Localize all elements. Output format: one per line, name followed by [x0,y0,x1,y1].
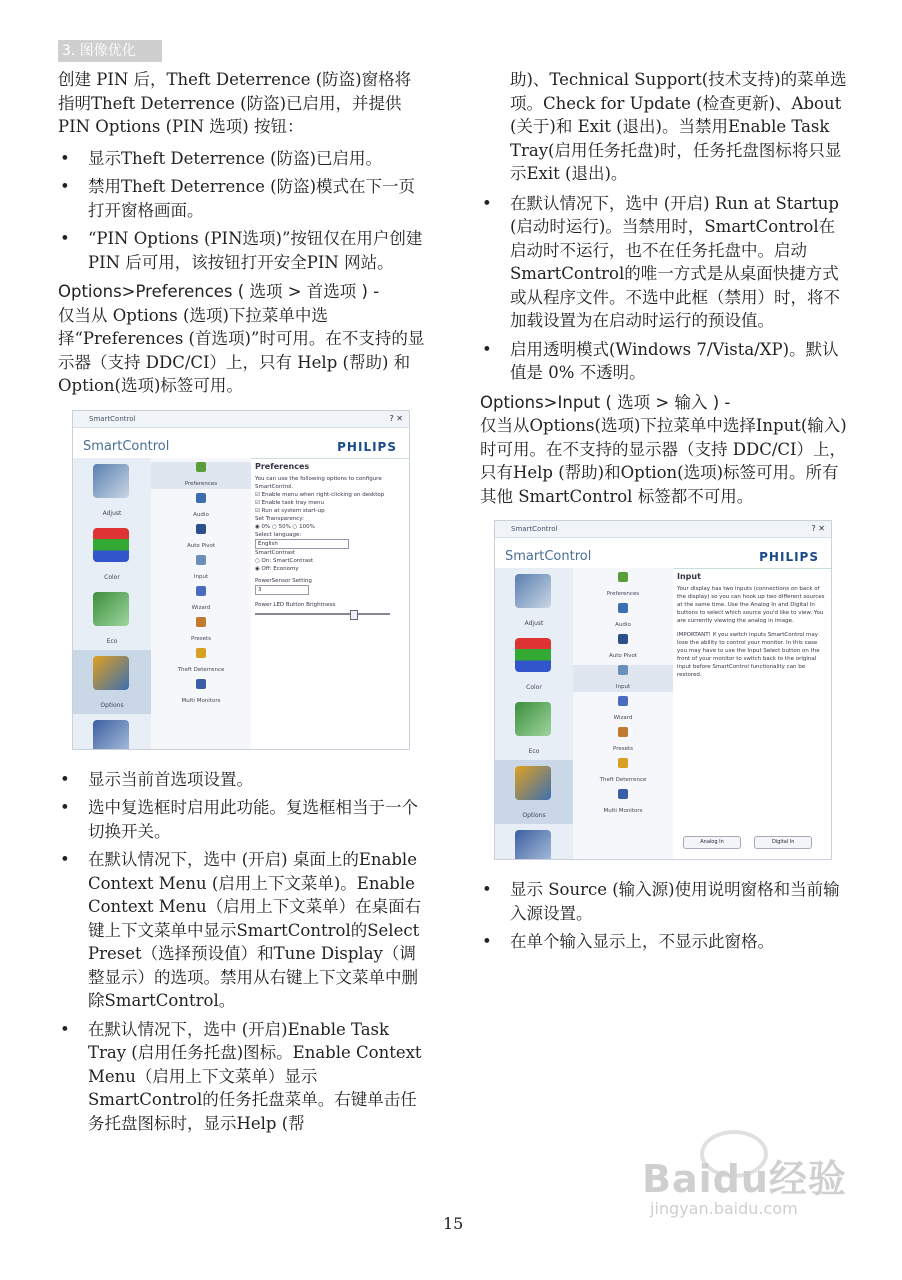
submenu-label: Presets [612,746,633,752]
preferences-pane [255,463,403,749]
submenu-label: Preferences [606,591,640,597]
sidebar-item-label: Adjust [102,509,122,517]
sidebar-item-options[interactable] [495,760,573,824]
submenu-item-auto-pivot[interactable] [573,634,673,661]
submenu-label: Multi Monitors [181,697,221,704]
lock-icon [618,758,628,768]
pivot-icon [196,524,206,534]
philips-logo: PHILIPS [759,550,819,564]
adjust-icon [93,464,129,498]
pane-title: Preferences [255,461,310,471]
sidebar-item-help[interactable] [495,824,573,860]
window-title: SmartControl [511,525,558,533]
options-submenu [573,568,673,859]
wizard-icon [196,586,206,596]
submenu-item-audio[interactable] [151,493,251,520]
list-item: • 在默认情况下，选中 (开启)Enable Task Tray (启用任务托盘)图标。Enable Context Menu（启用上下文菜单）显示SmartControl的任务托盘菜单。右键单击任务托盘图标时，显示Help (帮 [58,1018,426,1136]
submenu-item-theft-deterrence[interactable] [151,648,251,675]
window-controls[interactable]: ? ✕ [811,524,825,533]
sidebar-item-options[interactable] [73,650,151,714]
leaf-icon [515,702,551,736]
submenu-label: Audio [615,622,631,628]
window-title: SmartControl [89,414,136,423]
speaker-icon [618,603,628,613]
submenu-label: Input [193,573,209,580]
digital-in-button[interactable]: Digital In [754,836,812,849]
submenu-label: Input [615,684,631,690]
sidebar-item-label: Options [100,701,124,709]
input-buttons [683,826,820,850]
list-item: • 在单个输入显示上，不显示此窗格。 [480,930,848,954]
submenu-label: Multi Monitors [603,808,643,814]
help-icon [515,830,551,860]
submenu-label: Wizard [613,715,633,721]
language-select[interactable]: English [255,539,349,549]
sidebar [73,458,151,749]
submenu-item-multi-monitors[interactable] [573,789,673,816]
gear-icon [618,572,628,582]
monitors-icon [196,679,206,689]
intro-paragraph: 创建 PIN 后，Theft Deterrence (防盗)窗格将指明Theft Deterrence (防盗)已启用，并提供PIN Options (PIN 选项) 按钮： [58,70,412,136]
submenu-label: Theft Deterrence [599,777,647,783]
submenu-item-wizard[interactable] [573,696,673,723]
window-titlebar [495,521,831,538]
pane-line: You can use the following options to configure SmartControl. [255,475,382,490]
input-heading: Options>Input ( 选项 > 输入 ) - [480,392,731,412]
help-icon [93,720,129,750]
lock-icon [196,648,206,658]
powersensor-select[interactable]: 3 [255,585,309,595]
startup-checkbox[interactable]: ☑ Run at system start-up [255,507,325,514]
list-item: • 显示当前首选项设置。 [58,768,426,792]
submenu-label: Preferences [184,480,218,487]
wizard-icon [618,696,628,706]
gear-icon [515,766,551,800]
submenu-label: Audio [193,511,209,518]
app-header [495,538,831,569]
pane-line: SmartContrast [255,549,296,556]
submenu-label: Wizard [191,604,211,611]
window-controls[interactable]: ? ✕ [389,413,403,423]
adjust-icon [515,574,551,608]
presets-icon [618,727,628,737]
presets-icon [196,617,206,627]
submenu-item-input[interactable] [151,555,251,582]
sidebar-item-label: Color [526,684,542,691]
submenu-label: Auto Pivot [186,542,216,549]
smartcontrast-on-radio[interactable]: ○ On: SmartContrast [255,557,314,564]
submenu-label: Presets [190,635,211,642]
submenu-item-input[interactable] [573,665,673,692]
list-item: • 启用透明模式(Windows 7/Vista/XP)。默认值是 0% 不透明。 [480,338,848,385]
input-icon [196,555,206,565]
color-icon [515,638,551,672]
pivot-icon [618,634,628,644]
philips-logo: PHILIPS [337,439,397,454]
watermark [642,1148,847,1218]
gear-icon [93,656,129,690]
sidebar [495,568,573,859]
pane-line: IMPORTANT! If you switch inputs SmartControl may lose the ability to control your monitor. In this case you may have to use the Input Select button on the front of your monitor to switch back to the original input before SmartControl functionality can be restored. [677,632,820,678]
list-item: • 禁用Theft Deterrence (防盗)模式在下一页打开窗格画面。 [58,175,426,222]
pane-title: Input [677,572,701,581]
smartcontrast-off-radio[interactable]: ◉ Off: Economy [255,565,299,572]
watermark-brand: Baidu经验 [642,1157,847,1201]
pane-line: Set Transparency: [255,515,304,522]
submenu-item-theft-deterrence[interactable] [573,758,673,785]
brightness-slider[interactable] [255,613,390,615]
sidebar-item-help[interactable] [73,714,151,750]
pane-line: Select language: [255,531,302,538]
context-menu-checkbox[interactable]: ☑ Enable menu when right-clicking on desktop [255,491,385,498]
gear-icon [196,462,206,472]
transparency-radios[interactable]: ◉ 0% ○ 50% ○ 100% [255,523,315,530]
submenu-item-preferences[interactable] [573,572,673,599]
sidebar-item-adjust[interactable] [495,568,573,632]
submenu-item-auto-pivot[interactable] [151,524,251,551]
list-item: • 显示Theft Deterrence (防盗)已启用。 [58,147,426,171]
input-pane [677,573,825,859]
submenu-item-presets[interactable] [573,727,673,754]
sidebar-item-color[interactable] [73,522,151,586]
leaf-icon [93,592,129,626]
submenu-label: Theft Deterrence [177,666,225,673]
submenu-item-wizard[interactable] [151,586,251,613]
left-column [58,68,426,1141]
submenu-item-audio[interactable] [573,603,673,630]
sidebar-item-label: Eco [106,637,118,645]
speaker-icon [196,493,206,503]
right-column [480,68,848,960]
bullet-list-2 [58,768,426,1136]
sidebar-item-label: Eco [528,748,540,755]
list-item: • “PIN Options (PIN选项)”按钮仅在用户创建 PIN 后可用，该按钮打开安全PIN 网站。 [58,227,426,274]
analog-in-button[interactable]: Analog In [683,836,741,849]
continued-paragraph: 助)、Technical Support(技术支持)的菜单选项。Check for Update (检查更新)、About (关于)和 Exit (退出)。当禁用Enable Task Tray(启用任务托盘)时，任务托盘图标将只显示Exit (退出)。 [510,70,847,183]
watermark-url: jingyan.baidu.com [650,1199,798,1218]
pane-line: PowerSensor Setting [255,577,312,584]
pane-line: Your display has two inputs (connections on back of the display) so you can hook up two different sources at the same time. Use the Analog In and Digital In buttons to select which source you'd like to view. You are currently viewing the analog in image. [677,586,825,624]
sidebar-item-adjust[interactable] [73,458,151,522]
list-item: • 在默认情况下，选中 (开启) 桌面上的Enable Context Menu (启用上下文菜单)。Enable Context Menu（启用上下文菜单）在桌面右键上下文菜单中显示SmartControl的Select Preset（选择预设值）和Tune Display（调整显示）的选项。禁用从右键上下文菜单中删除SmartControl。 [58,848,426,1013]
list-item: • 在默认情况下，选中 (开启) Run at Startup (启动时运行)。当禁用时，SmartControl在启动时不运行，也不在任务托盘中。启动SmartControl的唯一方式是从桌面快捷方式或从程序文件。不选中此框（禁用）时，将不加载设置为在启动时运行的预设值。 [480,192,848,333]
list-item: • 选中复选框时启用此功能。复选框相当于一个切换开关。 [58,796,426,843]
sidebar-item-eco[interactable] [495,696,573,760]
bullet-list-1 [58,147,426,275]
list-item: • 显示 Source (输入源)使用说明窗格和当前输入源设置。 [480,878,848,925]
input-screenshot [494,520,832,860]
window-titlebar [73,411,409,428]
submenu-item-multi-monitors[interactable] [151,679,251,706]
sidebar-item-label: Options [522,812,546,819]
monitors-icon [618,789,628,799]
color-icon [93,528,129,562]
preferences-screenshot [72,410,410,750]
submenu-label: Auto Pivot [608,653,638,659]
input-paragraph: 仅当从Options(选项)下拉菜单中选择Input(输入)时可用。在不支持的显示器（支持 DDC/CI）上，只有Help (帮助)和Option(选项)标签可用。所有其他 SmartControl 标签都不可用。 [480,416,847,506]
app-header [73,428,409,459]
preferences-heading: Options>Preferences ( 选项 > 首选项 ) - [58,282,380,301]
app-name: SmartControl [83,438,170,454]
bullet-list-4 [480,878,848,954]
section-tab: 3. 图像优化 [58,40,162,62]
sidebar-item-eco[interactable] [73,586,151,650]
page-number: 15 [443,1214,464,1233]
preferences-paragraph: 仅当从 Options (选项)下拉菜单中选择“Preferences (首选项)”时可用。在不支持的显示器（支持 DDC/CI）上，只有 Help (帮助) 和 Option(选项)标签可用。 [58,305,425,395]
task-tray-checkbox[interactable]: ☑ Enable task tray menu [255,499,324,506]
bullet-list-3 [480,192,848,385]
input-icon [618,665,628,675]
options-submenu [151,458,251,749]
sidebar-item-color[interactable] [495,632,573,696]
app-name: SmartControl [505,549,592,564]
submenu-item-preferences[interactable] [151,462,251,489]
sidebar-item-label: Adjust [524,620,544,627]
pane-line: Power LED Button Brightness [255,601,336,608]
sidebar-item-label: Color [104,573,120,581]
submenu-item-presets[interactable] [151,617,251,644]
